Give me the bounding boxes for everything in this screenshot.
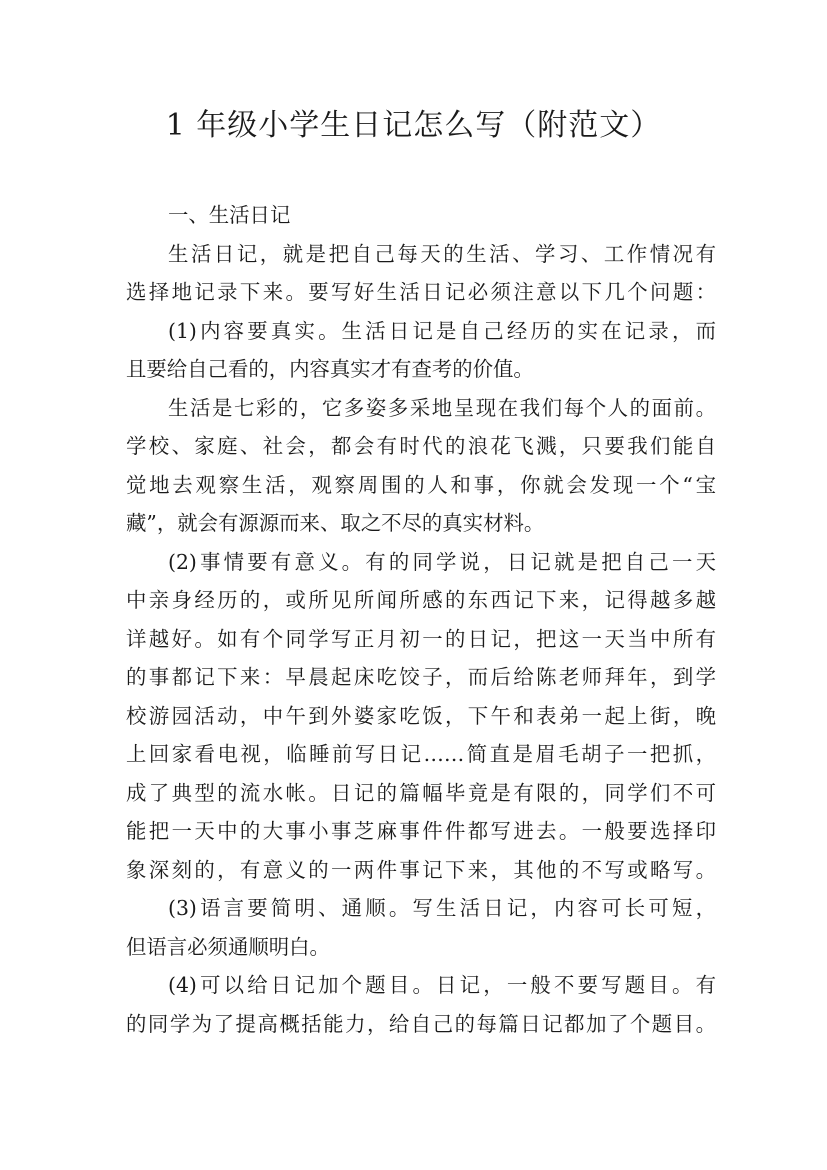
paragraph-line: 觉地去观察生活，观察周围的人和事，你就会发现一个“宝 — [126, 472, 716, 497]
paragraph-line: (3)语言要简明、通顺。写生活日记，内容可长可短， — [168, 896, 716, 920]
paragraph-line: 上回家看电视，临睡前写日记……简直是眉毛胡子一把抓， — [126, 742, 716, 766]
document-title: 1 年级小学生日记怎么写（附范文） — [165, 108, 662, 143]
paragraph-line: 选择地记录下来。要写好生活日记必须注意以下几个问题： — [126, 280, 716, 304]
paragraph-line: 详越好。如有个同学写正月初一的日记，把这一天当中所有 — [126, 626, 716, 651]
paragraph-line: 象深刻的，有意义的一两件事记下来，其他的不写或略写。 — [126, 857, 716, 882]
paragraph-line: 生活日记，就是把自己每天的生活、学习、工作情况有 — [168, 241, 716, 266]
paragraph-line: (1)内容要真实。生活日记是自己经历的实在记录，而 — [168, 318, 716, 343]
paragraph-line: (4)可以给日记加个题目。日记，一般不要写题目。有 — [168, 973, 716, 997]
paragraph-line: 的同学为了提高概括能力，给自己的每篇日记都加了个题目。 — [126, 1011, 716, 1036]
paragraph-line: 的事都记下来：早晨起床吃饺子，而后给陈老师拜年，到学 — [126, 665, 716, 689]
section-heading: 一、生活日记 — [168, 203, 291, 227]
paragraph-line: 中亲身经历的，或所见所闻所感的东西记下来，记得越多越 — [126, 588, 716, 612]
paragraph-line: 校游园活动，中午到外婆家吃饭，下午和表弟一起上街，晚 — [126, 703, 716, 728]
paragraph-line: 藏”，就会有源源而来、取之不尽的真实材料。 — [126, 511, 545, 535]
document-body — [126, 196, 716, 1043]
paragraph-line: 但语言必须通顺明白。 — [126, 934, 330, 959]
paragraph-line: 学校、家庭、社会，都会有时代的浪花飞溅，只要我们能自 — [126, 434, 716, 458]
paragraph-line: 且要给自己看的，内容真实才有查考的价值。 — [126, 357, 534, 381]
paragraph-line: 能把一天中的大事小事芝麻事件件都写进去。一般要选择印 — [126, 819, 716, 843]
paragraph-line: 生活是七彩的，它多姿多采地呈现在我们每个人的面前。 — [168, 395, 716, 420]
paragraph-line: (2)事情要有意义。有的同学说，日记就是把自己一天 — [168, 549, 716, 574]
paragraph-line: 成了典型的流水帐。日记的篇幅毕竟是有限的，同学们不可 — [126, 780, 716, 805]
